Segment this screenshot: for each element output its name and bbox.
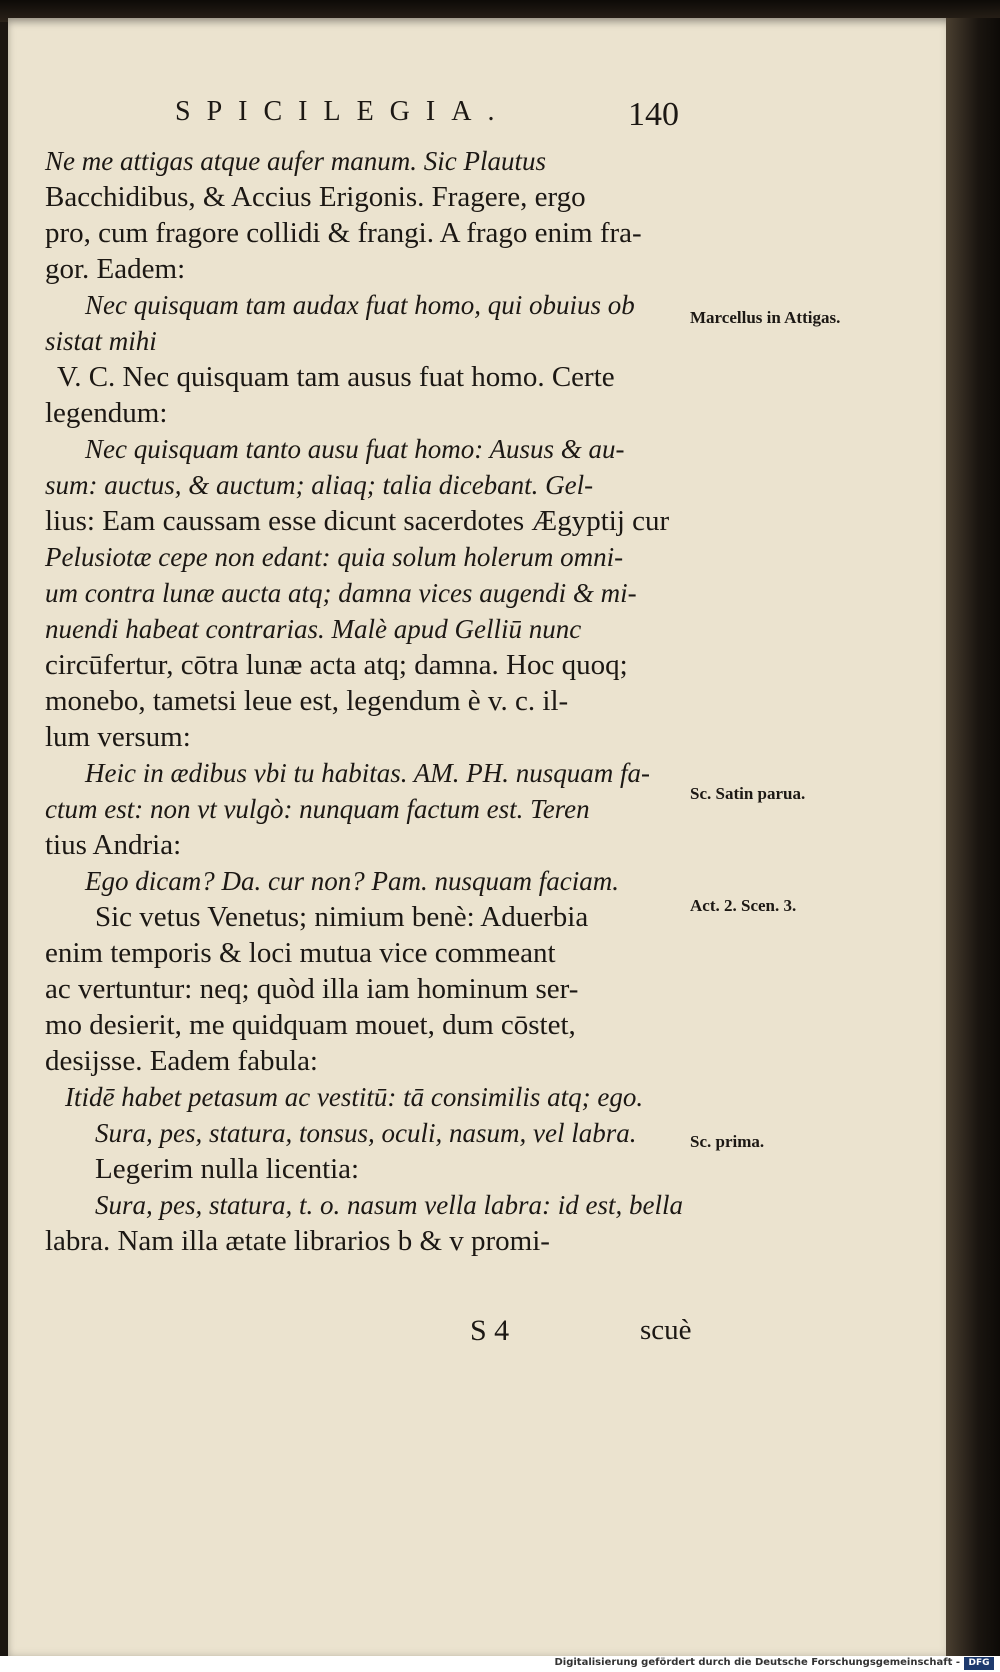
- text-line: ctum est: non vt vulgò: nunquam factum est. Teren: [45, 794, 590, 824]
- text-line: Nec quisquam tanto ausu fuat homo: Ausus & au-: [85, 434, 625, 464]
- marginal-note: Marcellus in Attigas.: [690, 308, 841, 327]
- text-line: Itidē habet petasum ac vestitū: tā consimilis atq; ego.: [65, 1082, 644, 1112]
- text-line: labra. Nam illa ætate librarios b & v promi-: [45, 1225, 550, 1257]
- text-line: um contra lunæ aucta atq; damna vices augendi & mi-: [45, 578, 637, 608]
- footer-credit: Digitalisierung gefördert durch die Deutsche Forschungsgemeinschaft -: [554, 1657, 960, 1668]
- signature-mark: S 4: [470, 1314, 510, 1347]
- text-line: Ne me attigas atque aufer manum. Sic Plautus: [45, 146, 546, 176]
- marginal-note: Sc. prima.: [690, 1132, 765, 1151]
- text-line: Nec quisquam tam audax fuat homo, qui obuius ob: [85, 290, 635, 320]
- text-line: Pelusiotæ cepe non edant: quia solum holerum omni-: [45, 542, 624, 572]
- page-number: 140: [628, 96, 679, 133]
- text-line: desijsse. Eadem fabula:: [45, 1045, 318, 1077]
- text-line: gor. Eadem:: [45, 253, 186, 285]
- text-line: sum: auctus, & auctum; aliaq; talia dicebant. Gel-: [45, 470, 594, 500]
- marginal-note: Sc. Satin parua.: [690, 784, 806, 803]
- dfg-logo: DFG: [964, 1657, 994, 1670]
- text-line: nuendi habeat contrarias. Malè apud Gelliū nunc: [45, 614, 582, 644]
- text-line: V. C. Nec quisquam tam ausus fuat homo. Certe: [57, 361, 615, 393]
- text-line: mo desierit, me quidquam mouet, dum cōstet,: [45, 1009, 576, 1041]
- text-line: pro, cum fragore collidi & frangi. A frago enim fra-: [45, 217, 642, 249]
- text-line: legendum:: [45, 397, 168, 429]
- text-line: Sura, pes, statura, t. o. nasum vella labra: id est, bella: [95, 1190, 683, 1220]
- running-title: SPICILEGIA.: [175, 96, 511, 127]
- page-edge-shadow: [946, 18, 1000, 1658]
- text-line: lum versum:: [45, 721, 191, 753]
- text-line: circūfertur, cōtra lunæ acta atq; damna. Hoc quoq;: [45, 649, 628, 681]
- text-line: sistat mihi: [45, 326, 157, 356]
- text-line: Heic in ædibus vbi tu habitas. AM. PH. nusquam fa-: [85, 758, 650, 788]
- marginal-note: Act. 2. Scen. 3.: [690, 896, 797, 915]
- text-line: Legerim nulla licentia:: [95, 1153, 360, 1185]
- text-line: Bacchidibus, & Accius Erigonis. Fragere, ergo: [45, 181, 586, 213]
- text-line: lius: Eam caussam esse dicunt sacerdotes Ægyptij cur: [45, 505, 670, 537]
- text-line: ac vertuntur: neq; quòd illa iam hominum ser-: [45, 973, 579, 1005]
- text-line: Sura, pes, statura, tonsus, oculi, nasum, vel labra.: [95, 1118, 637, 1148]
- text-line: enim temporis & loci mutua vice commeant: [45, 937, 556, 969]
- text-line: tius Andria:: [45, 829, 182, 861]
- text-line: Ego dicam? Da. cur non? Pam. nusquam faciam.: [85, 866, 619, 896]
- catchword: scuè: [640, 1314, 692, 1346]
- text-line: monebo, tametsi leue est, legendum è v. c. il-: [45, 685, 569, 717]
- text-line: Sic vetus Venetus; nimium benè: Aduerbia: [95, 901, 589, 933]
